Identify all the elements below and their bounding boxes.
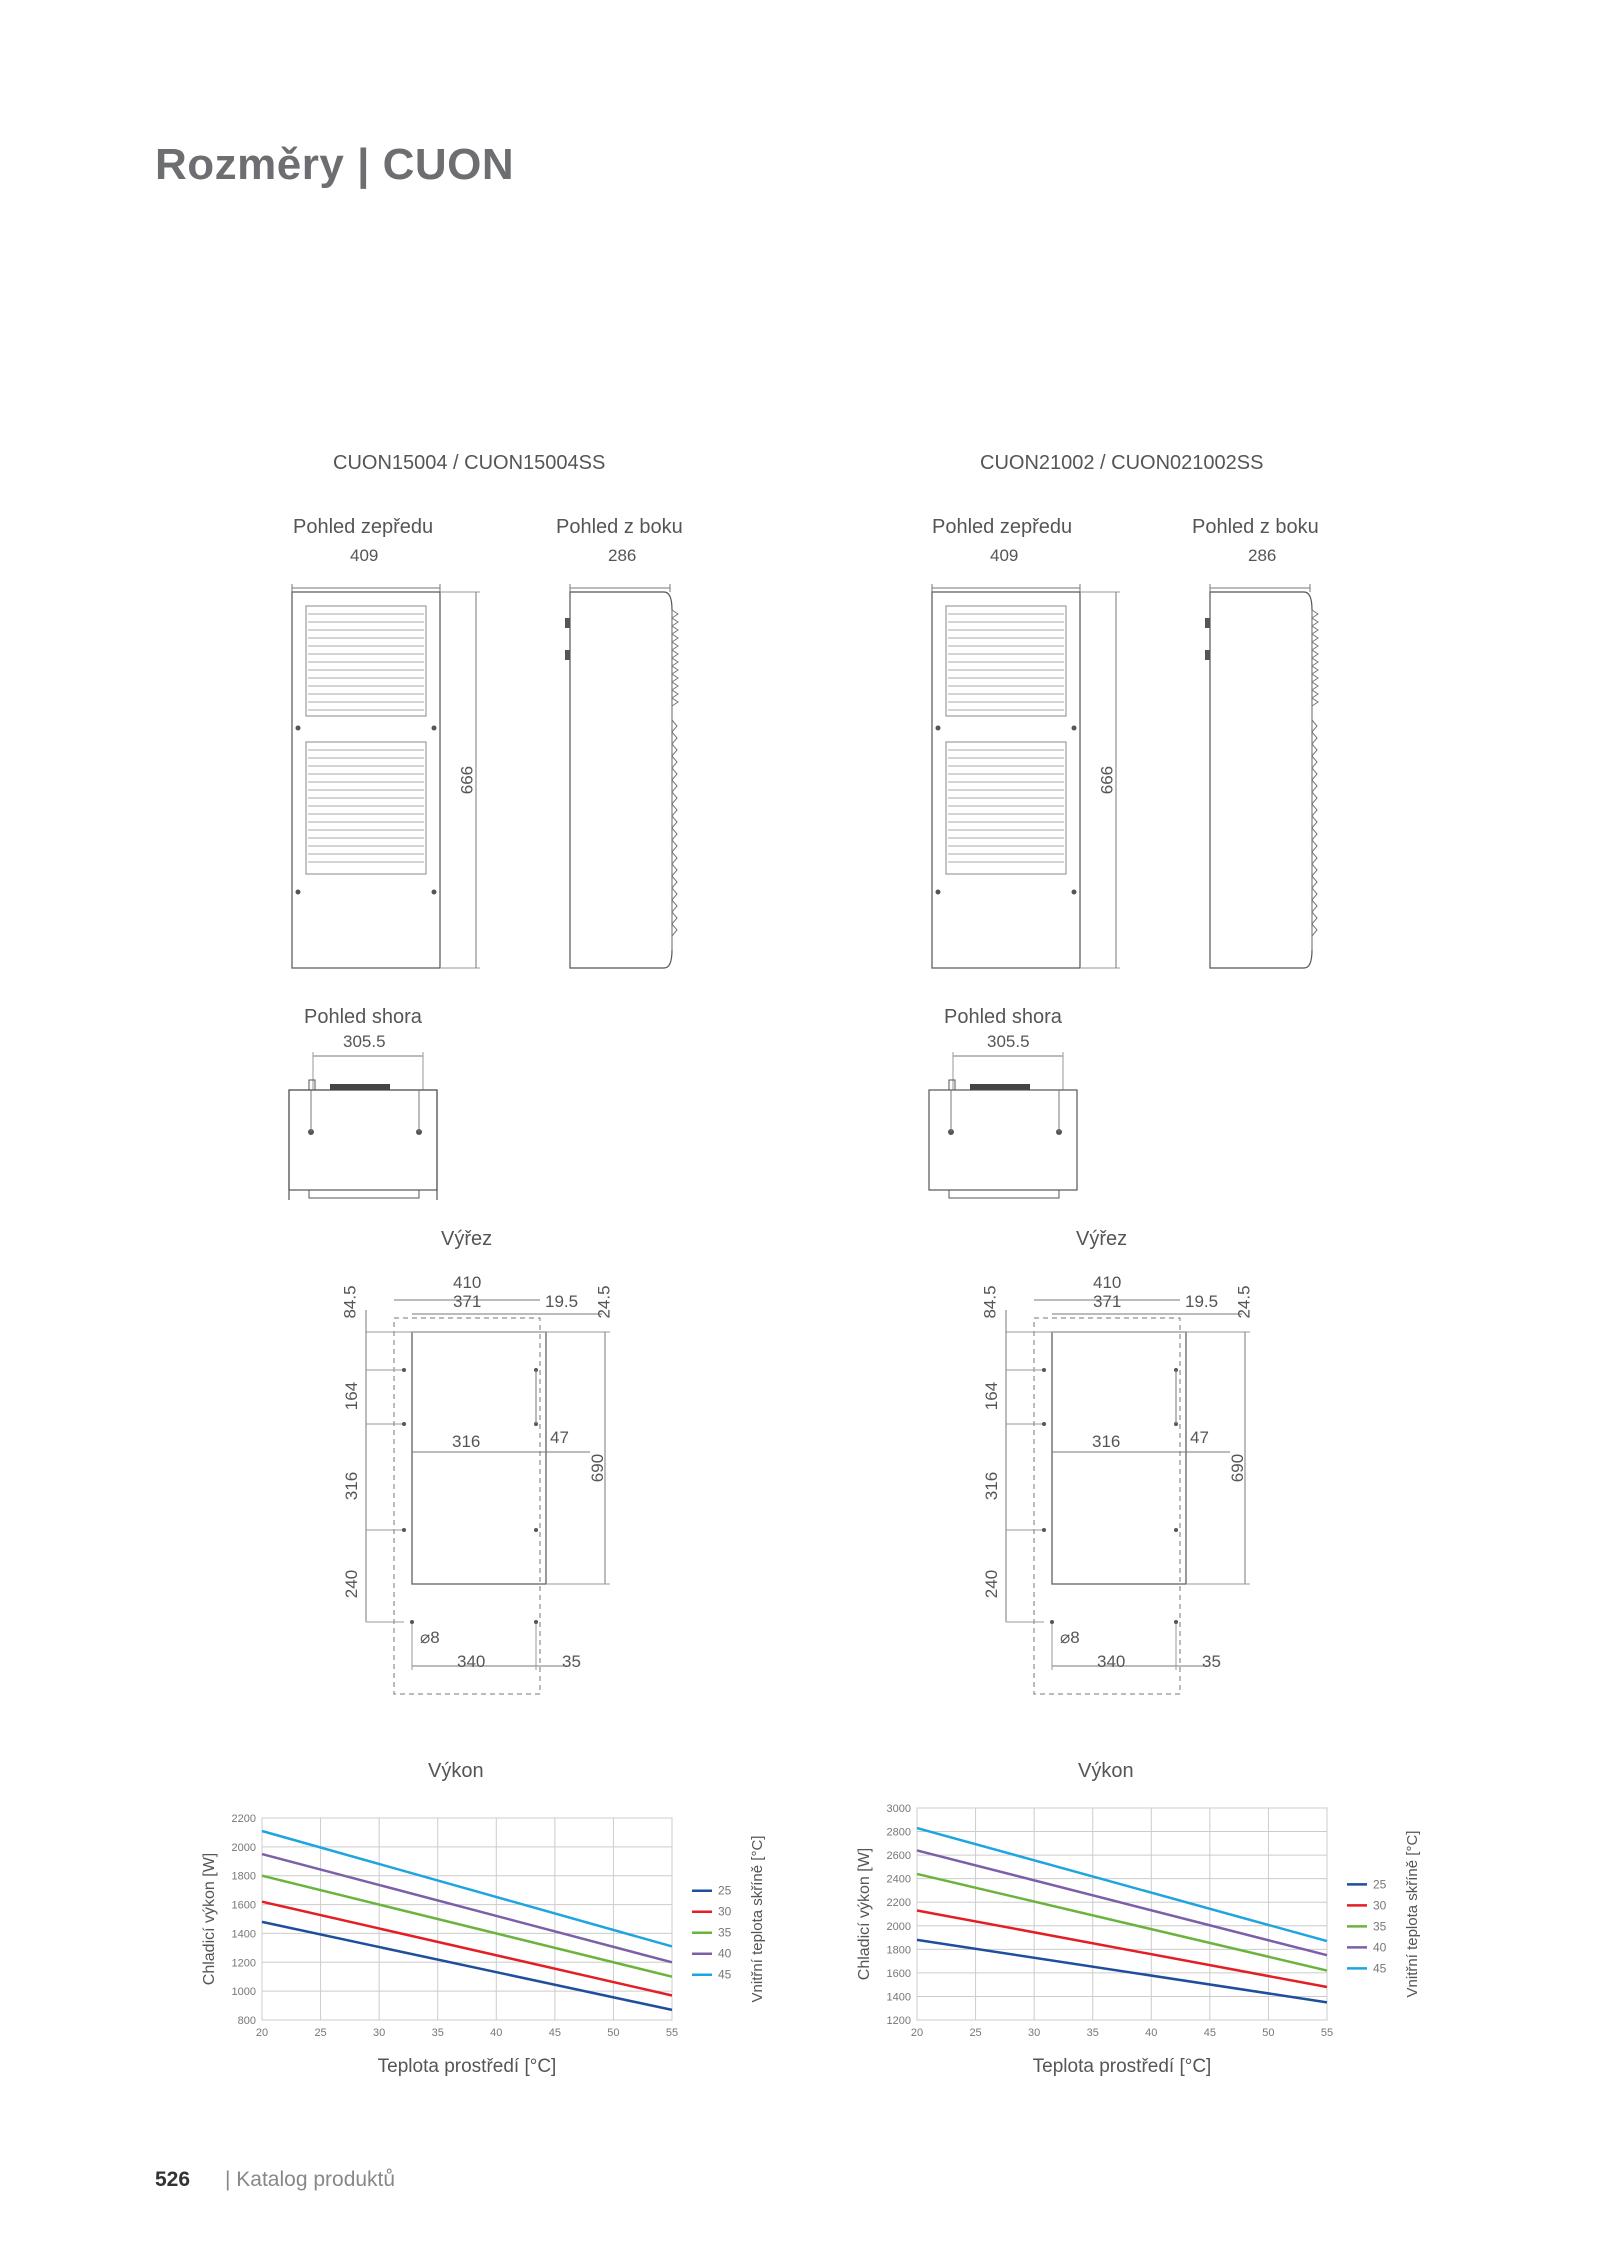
cutout-371-1: 371: [453, 1292, 482, 1311]
x-axis-label: Teplota prostředí [°C]: [1032, 2056, 1212, 2077]
legend-label-35: 35: [1373, 1919, 1387, 1934]
cutout-240-1: 240: [342, 1569, 362, 1599]
cutout-19-5-1: 19.5: [545, 1292, 579, 1311]
x-tick-label: 45: [548, 2027, 561, 2039]
x-tick-label: 30: [1028, 2027, 1041, 2039]
cutout-drawing-1: [340, 1270, 630, 1710]
front-view-label-2: Pohled zepředu: [932, 516, 1073, 538]
cutout-hole-2: ⌀8: [1060, 1628, 1080, 1647]
legend-label-30: 30: [1373, 1898, 1387, 1913]
front-width-2: 409: [990, 546, 1019, 565]
y-tick-label: 1200: [886, 2015, 911, 2027]
legend-label-35: 35: [718, 1925, 732, 1940]
side-depth-2: 286: [1248, 546, 1277, 565]
cutout-340-1: 340: [457, 1652, 486, 1671]
height-dim-2: 999: [1097, 765, 1117, 795]
cutout-316v-2: 316: [982, 1471, 1002, 1501]
x-tick-label: 45: [1203, 2027, 1216, 2039]
cutout-316v-1: 316: [342, 1471, 362, 1501]
model-name-2: CUON21002 / CUON021002SS: [980, 452, 1264, 474]
x-tick-label: 40: [1145, 2027, 1158, 2039]
legend-label-40: 40: [718, 1946, 732, 1961]
legend-label-25: 25: [718, 1883, 732, 1898]
cutout-47-2: 47: [1190, 1428, 1209, 1447]
y-tick-label: 1000: [231, 1986, 256, 1999]
x-tick-label: 35: [431, 2027, 444, 2039]
cutout-690-1: 690: [588, 1453, 608, 1483]
x-axis-label: Teplota prostředí [°C]: [377, 2056, 557, 2077]
y-tick-label: 2200: [231, 1813, 256, 1825]
y-tick-label: 1400: [231, 1928, 256, 1941]
x-tick-label: 20: [910, 2027, 924, 2039]
y-tick-label: 2000: [886, 1920, 911, 1933]
x-tick-label: 35: [1086, 2027, 1099, 2039]
legend-title: Vnitřní teplota skříně [°C]: [749, 1835, 766, 2003]
top-width-1: 305.5: [343, 1032, 386, 1051]
x-tick-label: 55: [665, 2027, 679, 2039]
cutout-47-1: 47: [550, 1428, 569, 1447]
legend-label-30: 30: [718, 1904, 732, 1919]
x-tick-label: 30: [373, 2027, 386, 2039]
front-width-1: 409: [350, 546, 379, 565]
cutout-410-1: 410: [453, 1273, 482, 1292]
series-line-40: [262, 1854, 672, 1962]
y-tick-label: 2200: [886, 1897, 911, 1910]
legend-label-45: 45: [1373, 1961, 1387, 1976]
cutout-35-2: 35: [1202, 1652, 1221, 1671]
chart-title-2: Výkon: [1078, 1760, 1134, 1782]
y-tick-label: 2000: [231, 1841, 256, 1854]
page-title: Rozměry | CUON: [155, 140, 515, 189]
cutout-35-1: 35: [562, 1652, 581, 1671]
side-view-label-2: Pohled z boku: [1192, 516, 1319, 538]
series-line-30: [262, 1902, 672, 1996]
cutout-340-2: 340: [1097, 1652, 1126, 1671]
cutout-84-5-1: 84.5: [340, 1285, 360, 1319]
page-number: 526: [155, 2168, 191, 2191]
y-tick-label: 1800: [886, 1944, 911, 1957]
x-tick-label: 25: [969, 2027, 982, 2039]
top-view-drawing-1: [285, 1050, 455, 1200]
x-tick-label: 20: [255, 2027, 269, 2039]
y-axis-label: Chladicí výkon [W]: [856, 1847, 873, 1981]
cutout-24-5-1: 24.5: [594, 1285, 614, 1319]
y-tick-label: 2400: [886, 1873, 911, 1886]
top-width-2: 305.5: [987, 1032, 1030, 1051]
y-tick-label: 800: [237, 2015, 256, 2027]
legend-label-40: 40: [1373, 1940, 1387, 1955]
chart-title-1: Výkon: [428, 1760, 484, 1782]
series-line-40: [917, 1850, 1327, 1955]
side-depth-1: 286: [608, 546, 637, 565]
series-line-45: [917, 1828, 1327, 1941]
y-tick-label: 1600: [886, 1967, 911, 1980]
x-tick-label: 55: [1320, 2027, 1334, 2039]
x-tick-label: 50: [1262, 2027, 1275, 2039]
x-tick-label: 40: [490, 2027, 503, 2039]
plot-area: [917, 1808, 1327, 2020]
legend-title: Vnitřní teplota skříně [°C]: [1404, 1830, 1421, 1998]
footer-catalog-label: | Katalog produktů: [225, 2168, 396, 2191]
legend-label-25: 25: [1373, 1877, 1387, 1892]
y-tick-label: 1600: [231, 1899, 256, 1912]
x-tick-label: 25: [314, 2027, 327, 2039]
cutout-240-2: 240: [982, 1569, 1002, 1599]
cutout-label-2: Výřez: [1076, 1228, 1128, 1250]
y-tick-label: 2800: [886, 1826, 911, 1839]
cutout-316h-2: 316: [1092, 1432, 1121, 1451]
x-tick-label: 50: [607, 2027, 620, 2039]
cutout-690-2: 690: [1228, 1453, 1248, 1483]
y-tick-label: 1400: [886, 1991, 911, 2004]
model-name-1: CUON15004 / CUON15004SS: [333, 452, 606, 474]
power-chart-1: [190, 1790, 780, 2120]
y-axis-label: Chladicí výkon [W]: [201, 1852, 218, 1986]
side-view-drawing-1: [560, 570, 690, 970]
cutout-164-1: 164: [342, 1381, 362, 1411]
cutout-84-5-2: 84.5: [980, 1285, 1000, 1319]
y-tick-label: 1200: [231, 1957, 256, 1970]
cutout-label-1: Výřez: [441, 1228, 493, 1250]
series-line-45: [262, 1831, 672, 1946]
cutout-164-2: 164: [982, 1381, 1002, 1411]
side-view-label-1: Pohled z boku: [556, 516, 683, 538]
y-tick-label: 3000: [886, 1803, 911, 1815]
series-line-25: [262, 1922, 672, 2010]
cutout-316h-1: 316: [452, 1432, 481, 1451]
front-view-drawing-1: [280, 570, 490, 970]
side-view-drawing-2: [1200, 570, 1330, 970]
front-view-drawing-2: [920, 570, 1130, 970]
top-view-drawing-2: [925, 1050, 1095, 1200]
y-tick-label: 2600: [886, 1850, 911, 1863]
series-line-35: [262, 1876, 672, 1977]
cutout-24-5-2: 24.5: [1234, 1285, 1254, 1319]
front-view-label-1: Pohled zepředu: [293, 516, 434, 538]
legend-label-45: 45: [718, 1967, 732, 1982]
height-dim-1: 999: [457, 765, 477, 795]
y-tick-label: 1800: [231, 1870, 256, 1883]
cutout-drawing-2: [980, 1270, 1270, 1710]
cutout-371-2: 371: [1093, 1292, 1122, 1311]
cutout-hole-1: ⌀8: [420, 1628, 440, 1647]
top-view-label-2: Pohled shora: [944, 1006, 1062, 1028]
top-view-label-1: Pohled shora: [304, 1006, 422, 1028]
power-chart-2: [845, 1780, 1435, 2120]
cutout-19-5-2: 19.5: [1185, 1292, 1219, 1311]
cutout-410-2: 410: [1093, 1273, 1122, 1292]
